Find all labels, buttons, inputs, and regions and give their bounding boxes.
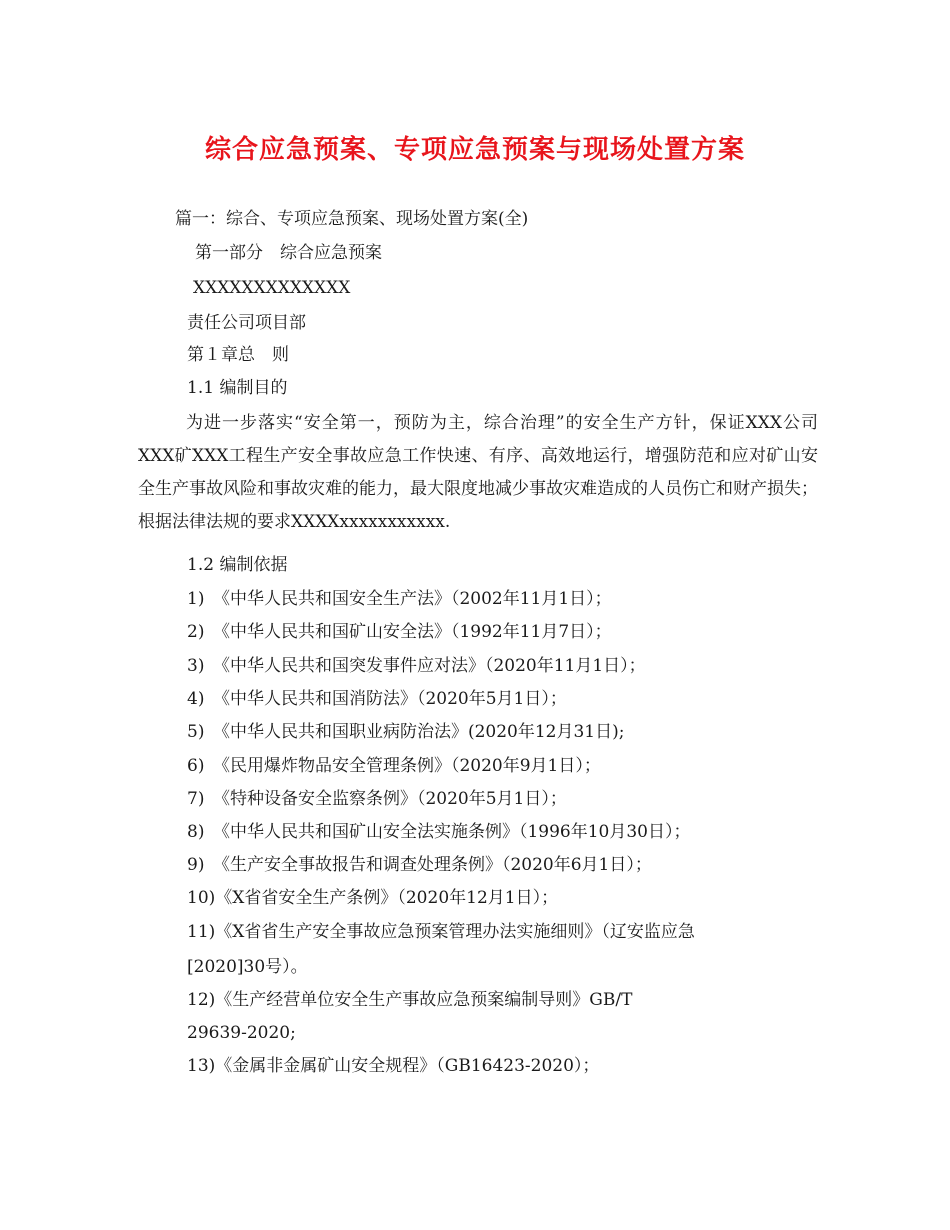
list-item: 12)《生产经营单位安全生产事故应急预案编制导则》GB/T	[187, 990, 633, 1010]
list-item: 5) 《中华人民共和国职业病防治法》(2020年12月31日);	[187, 722, 625, 742]
section-heading-basis: 1.2 编制依据	[187, 555, 288, 575]
list-item: 3) 《中华人民共和国突发事件应对法》（2020年11月1日）；	[187, 656, 646, 676]
list-item: 9) 《生产安全事故报告和调查处理条例》（2020年6月1日）；	[187, 855, 652, 875]
company-code: XXXXXXXXXXXXX	[193, 278, 351, 298]
section-heading-purpose: 1.1 编制目的	[187, 378, 288, 398]
purpose-paragraph: 为进一步落实“安全第一，预防为主，综合治理”的安全生产方针，保证XXX公司XXX矿XXX工程生产安全事故应急工作快速、有序、高效地运行，增强防范和应对矿山安全生产事故风险和事故灾难的能力，最大限度地减少事故灾难造成的人员伤亡和财产损失；根据法律法规的要求XXXXxxxxxxxxxxx.	[138, 413, 818, 532]
list-item: 7) 《特种设备安全监察条例》（2020年5月1日）；	[187, 789, 567, 809]
part-heading: 第一部分 综合应急预案	[195, 243, 382, 263]
subtitle: 篇一：综合、专项应急预案、现场处置方案(全)	[175, 209, 529, 229]
company-name: 责任公司项目部	[187, 313, 306, 333]
list-item: 4) 《中华人民共和国消防法》（2020年5月1日）；	[187, 689, 567, 709]
document-title: 综合应急预案、专项应急预案与现场处置方案	[204, 135, 745, 165]
list-item: 11)《X省省生产安全事故应急预案管理办法实施细则》（辽安监应急	[187, 922, 695, 942]
list-item: 2) 《中华人民共和国矿山安全法》（1992年11月7日）；	[187, 622, 612, 642]
list-item: 13)《金属非金属矿山安全规程》（GB16423-2020）；	[187, 1056, 600, 1076]
list-item: 1) 《中华人民共和国安全生产法》（2002年11月1日）；	[187, 589, 612, 609]
list-item: 6) 《民用爆炸物品安全管理条例》（2020年9月1日）；	[187, 756, 601, 776]
chapter-heading: 第１章总 则	[187, 345, 289, 365]
list-item-continued: [2020]30号）。	[187, 957, 308, 977]
list-item: 10)《X省省安全生产条例》（2020年12月1日）；	[187, 888, 559, 908]
list-item: 8) 《中华人民共和国矿山安全法实施条例》（1996年10月30日）；	[187, 822, 691, 842]
list-item-continued: 29639-2020;	[187, 1023, 296, 1043]
